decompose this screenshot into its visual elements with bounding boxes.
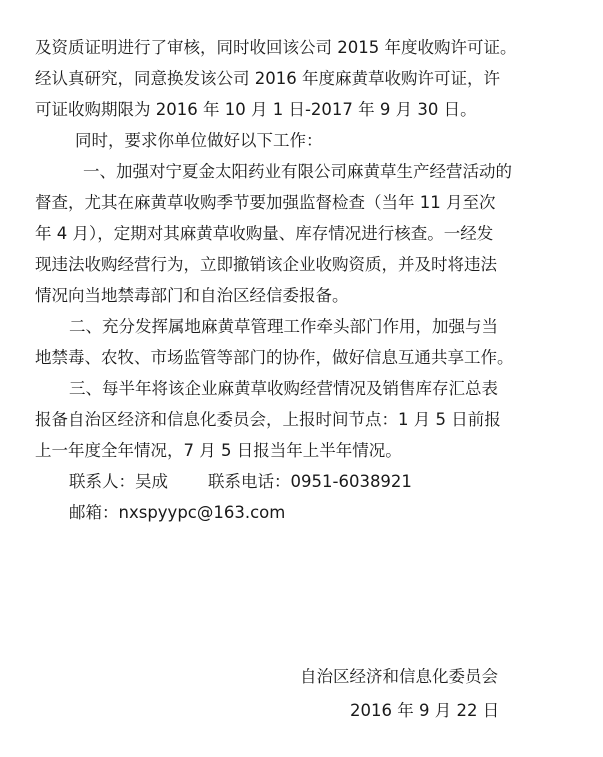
item-two-line-2: 地禁毒、农牧、市场监管等部门的协作，做好信息互通共享工作。 [35,348,514,367]
item-one-line-3: 年 4 月），定期对其麻黄草收购量、库存情况进行核查。一经发 [35,224,494,243]
paragraph-line-2: 经认真研究，同意换发该公司 2016 年度麻黄草收购许可证，许 [35,69,500,88]
paragraph-line-3: 可证收购期限为 2016 年 10 月 1 日-2017 年 9 月 30 日。 [35,100,477,119]
contact-line [35,466,573,497]
item-one-line-2: 督查，尤其在麻黄草收购季节要加强监督检查（当年 11 月至次 [35,193,496,212]
item-three-line-2: 报备自治区经济和信息化委员会，上报时间节点：1 月 5 日前报 [35,410,501,429]
email-line [35,497,573,528]
paragraph-intro-line: 同时，要求你单位做好以下工作： [75,131,323,150]
contact-email: 邮箱：nxspyypc@163.com [69,503,286,522]
item-one-line-5: 情况向当地禁毒部门和自治区经信委报备。 [35,286,349,305]
contact-person: 联系人：吴成 [69,472,168,491]
signature-date: 2016 年 9 月 22 日 [350,701,500,720]
signature-organization: 自治区经济和信息化委员会 [300,667,498,686]
item-two-line-1: 二、充分发挥属地麻黄草管理工作牵头部门作用，加强与当 [69,317,498,336]
item-three-line-1: 三、每半年将该企业麻黄草收购经营情况及销售库存汇总表 [69,379,498,398]
paragraph-line-1: 及资质证明进行了审核，同时收回该公司 2015 年度收购许可证。 [35,38,517,57]
item-one-line-1: 一、加强对宁夏金太阳药业有限公司麻黄草生产经营活动的 [83,162,512,181]
item-one-line-4: 现违法收购经营行为，立即撤销该企业收购资质，并及时将违法 [35,255,497,274]
item-three-line-3: 上一年度全年情况，7 月 5 日报当年上半年情况。 [35,441,402,460]
contact-phone: 联系电话：0951-6038921 [208,472,412,491]
